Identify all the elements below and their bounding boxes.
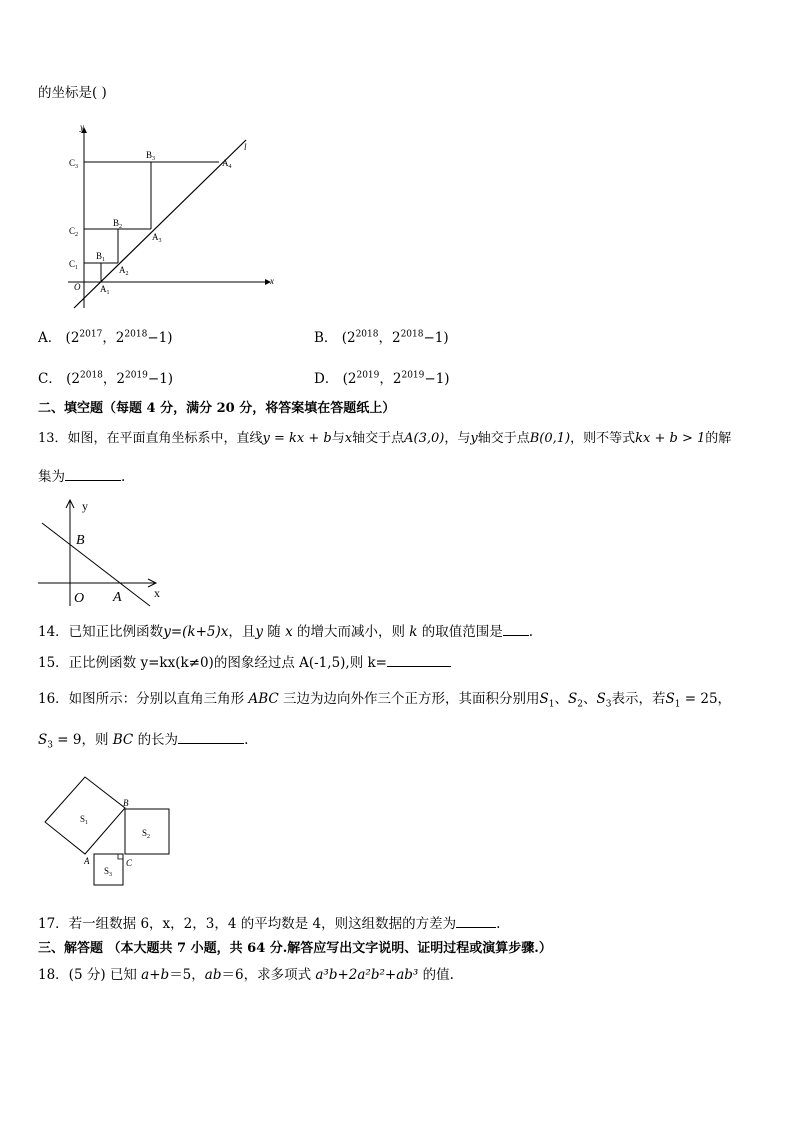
q16-line1: 16．如图所示：分别以直角三角形 ABC 三边为边向外作三个正方形，其面积分别用$S_1$、$S_2$、$S_3$表示，若$S_1 = 25$， <box>38 691 732 710</box>
q12-label-a2: $A_2$ <box>119 265 129 277</box>
q12-label-c3: $C_3$ <box>69 158 79 170</box>
q17-line: 17．若一组数据 6，x，2，3，4 的平均数是 4，则这组数据的方差为 . <box>38 916 501 932</box>
q15-answer-blank[interactable] <box>387 654 451 667</box>
q12-option-c[interactable]: C． ($2^{2018}$，$2^{2019}-1$) <box>38 370 174 387</box>
q13-figure <box>34 494 174 612</box>
q13-label-b: B <box>76 533 85 548</box>
q12-figure <box>60 118 290 313</box>
q14-answer-blank[interactable] <box>503 623 529 636</box>
q17-answer-blank[interactable] <box>456 915 496 928</box>
q16-label-s1: $S_1$ <box>80 814 89 826</box>
q12-label-a4: $A_4$ <box>222 158 232 170</box>
q12-label-y: y <box>80 122 84 132</box>
q14-line: 14．已知正比例函数y=(k+5)x，且y 随 x 的增大而减小，则 k 的取值范围是 . <box>38 624 534 640</box>
q13-answer-blank[interactable] <box>65 468 121 481</box>
q16-label-s2: $S_2$ <box>142 828 151 840</box>
q18-line: 18．(5 分) 已知 a+b＝5，ab＝6，求多项式 a³b+2a²b²+ab³ 的值. <box>38 967 454 983</box>
q15-line: 15．正比例函数 y=kx(k≠0)的图象经过点 A(-1,5),则 k= <box>38 654 451 672</box>
q12-label-b1: $B_1$ <box>96 251 106 263</box>
q12-label-b2: $B_2$ <box>113 218 123 230</box>
section2-title: 二、填空题（每题 4 分，满分 20 分，将答案填在答题纸上） <box>38 401 396 416</box>
q12-label-c1: $C_1$ <box>69 259 79 271</box>
q16-line2: $S_3 = 9$，则 BC 的长为 . <box>38 732 249 751</box>
q12-tail: 的坐标是( ) <box>38 85 107 101</box>
q16-figure <box>40 772 180 892</box>
q13-label-y: y <box>82 499 88 513</box>
q12-line-l <box>74 140 246 308</box>
q16-answer-blank[interactable] <box>178 731 244 744</box>
q16-label-b: B <box>123 798 129 808</box>
q12-label-c2: $C_2$ <box>69 226 79 238</box>
q12-label-b3: $B_3$ <box>146 150 156 162</box>
q13-line1: 13．如图，在平面直角坐标系中，直线y = kx + b与x轴交于点A(3,0)，与y轴交于点B(0,1)，则不等式kx + b > 1的解 <box>38 431 732 446</box>
q12-option-d[interactable]: D． ($2^{2019}$，$2^{2019}-1$) <box>314 370 450 387</box>
q12-label-l: l <box>244 142 247 152</box>
q12-label-o: O <box>74 282 81 292</box>
q16-label-s3: $S_3$ <box>104 866 113 878</box>
q16-label-c: C <box>126 858 133 868</box>
q16-label-a: A <box>84 856 90 866</box>
q13-line2: 集为 . <box>38 469 126 485</box>
section3-title: 三、解答题 （本大题共 7 小题，共 64 分.解答应写出文字说明、证明过程或演算步骤.） <box>38 941 552 956</box>
q12-option-b[interactable]: B． ($2^{2018}$，$2^{2018}-1$) <box>314 329 449 346</box>
q13-label-a: A <box>113 590 122 605</box>
q13-label-o: O <box>74 591 85 606</box>
q13-label-x: x <box>154 586 160 600</box>
q12-label-x: x <box>270 276 274 286</box>
q12-label-a1: $A_1$ <box>100 284 110 296</box>
q12-label-a3: $A_3$ <box>152 232 162 244</box>
q12-option-a[interactable]: A． ($2^{2017}$，$2^{2018}-1$) <box>38 329 173 346</box>
